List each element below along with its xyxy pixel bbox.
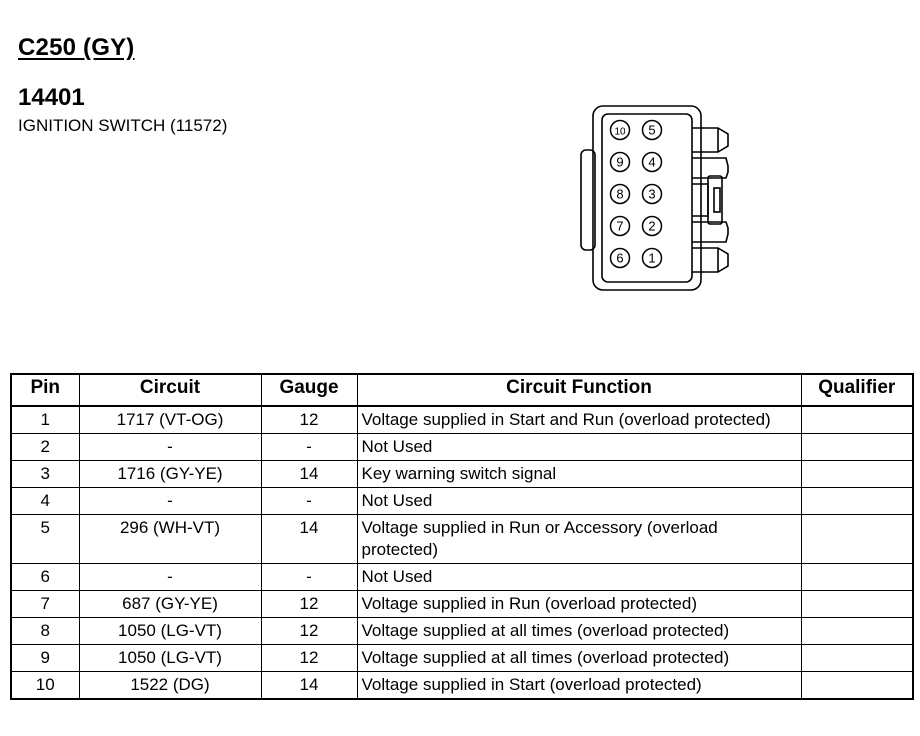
connector-pin-9 bbox=[611, 153, 630, 172]
table-row bbox=[11, 618, 913, 645]
table-row bbox=[11, 591, 913, 618]
pin-cell: 10 bbox=[11, 672, 79, 700]
circuit-cell: - bbox=[79, 564, 261, 591]
table-row bbox=[11, 406, 913, 434]
connector-pin-4 bbox=[643, 153, 662, 172]
connector-pin-label: 7 bbox=[616, 218, 624, 234]
gauge-cell: 14 bbox=[261, 515, 357, 564]
header-circuit: Circuit bbox=[79, 374, 261, 406]
qualifier-cell bbox=[801, 564, 913, 591]
circuit-cell: 1717 (VT-OG) bbox=[79, 406, 261, 434]
circuit-cell: - bbox=[79, 434, 261, 461]
connector-pin-label: 3 bbox=[648, 186, 656, 202]
circuit-cell: 1716 (GY-YE) bbox=[79, 461, 261, 488]
connector-pin-label: 9 bbox=[616, 154, 624, 170]
function-cell: Not Used bbox=[357, 434, 801, 461]
table-row bbox=[11, 564, 913, 591]
pin-cell: 8 bbox=[11, 618, 79, 645]
pin-cell: 4 bbox=[11, 488, 79, 515]
qualifier-cell bbox=[801, 488, 913, 515]
gauge-cell: 12 bbox=[261, 591, 357, 618]
pin-cell: 1 bbox=[11, 406, 79, 434]
table-row bbox=[11, 434, 913, 461]
connector-pin-label: 10 bbox=[614, 126, 626, 138]
function-cell: Voltage supplied in Run or Accessory (overload protected) bbox=[357, 515, 801, 564]
connector-pin-2 bbox=[643, 217, 662, 236]
qualifier-cell bbox=[801, 461, 913, 488]
circuit-cell: 1050 (LG-VT) bbox=[79, 645, 261, 672]
qualifier-cell bbox=[801, 591, 913, 618]
gauge-cell: - bbox=[261, 564, 357, 591]
table-header-row bbox=[11, 374, 913, 406]
header-pin: Pin bbox=[11, 374, 79, 406]
function-cell: Key warning switch signal bbox=[357, 461, 801, 488]
function-cell: Voltage supplied in Start (overload protected) bbox=[357, 672, 801, 700]
gauge-cell: - bbox=[261, 488, 357, 515]
qualifier-cell bbox=[801, 618, 913, 645]
header-gauge: Gauge bbox=[261, 374, 357, 406]
connector-pin-label: 2 bbox=[648, 218, 656, 234]
circuit-cell: 1522 (DG) bbox=[79, 672, 261, 700]
qualifier-cell bbox=[801, 406, 913, 434]
function-cell: Voltage supplied at all times (overload protected) bbox=[357, 645, 801, 672]
gauge-cell: 12 bbox=[261, 618, 357, 645]
circuit-cell: - bbox=[79, 488, 261, 515]
connector-pin-7 bbox=[611, 217, 630, 236]
component-name: IGNITION SWITCH (11572) bbox=[18, 116, 228, 135]
gauge-cell: 12 bbox=[261, 406, 357, 434]
function-cell: Voltage supplied in Start and Run (overload protected) bbox=[357, 406, 801, 434]
connector-pin-3 bbox=[643, 185, 662, 204]
connector-face-icon bbox=[578, 100, 748, 305]
connector-pin-label: 1 bbox=[648, 250, 656, 266]
connector-pin-label: 4 bbox=[648, 154, 656, 170]
function-cell: Voltage supplied in Run (overload protected) bbox=[357, 591, 801, 618]
connector-pin-1 bbox=[643, 249, 662, 268]
gauge-cell: - bbox=[261, 434, 357, 461]
gauge-cell: 14 bbox=[261, 672, 357, 700]
header-circuit-function: Circuit Function bbox=[357, 374, 801, 406]
qualifier-cell bbox=[801, 515, 913, 564]
pinout-table bbox=[10, 373, 914, 700]
connector-pin-6 bbox=[611, 249, 630, 268]
qualifier-cell bbox=[801, 672, 913, 700]
header-qualifier: Qualifier bbox=[801, 374, 913, 406]
part-number: 14401 bbox=[18, 84, 85, 111]
table-row bbox=[11, 488, 913, 515]
circuit-cell: 1050 (LG-VT) bbox=[79, 618, 261, 645]
connector-pin-label: 5 bbox=[648, 122, 656, 138]
qualifier-cell bbox=[801, 645, 913, 672]
table-row bbox=[11, 515, 913, 564]
table-row bbox=[11, 461, 913, 488]
connector-pin-label: 6 bbox=[616, 250, 624, 266]
connector-pin-8 bbox=[611, 185, 630, 204]
pin-cell: 6 bbox=[11, 564, 79, 591]
function-cell: Not Used bbox=[357, 488, 801, 515]
qualifier-cell bbox=[801, 434, 913, 461]
table-row bbox=[11, 645, 913, 672]
connector-title: C250 (GY) bbox=[18, 34, 135, 61]
circuit-cell: 687 (GY-YE) bbox=[79, 591, 261, 618]
gauge-cell: 12 bbox=[261, 645, 357, 672]
connector-pin-10 bbox=[611, 121, 630, 140]
function-cell: Voltage supplied at all times (overload protected) bbox=[357, 618, 801, 645]
gauge-cell: 14 bbox=[261, 461, 357, 488]
table-row bbox=[11, 672, 913, 700]
pin-cell: 7 bbox=[11, 591, 79, 618]
pin-cell: 2 bbox=[11, 434, 79, 461]
pin-cell: 5 bbox=[11, 515, 79, 564]
function-cell: Not Used bbox=[357, 564, 801, 591]
connector-pin-label: 8 bbox=[616, 186, 624, 202]
pin-cell: 9 bbox=[11, 645, 79, 672]
circuit-cell: 296 (WH-VT) bbox=[79, 515, 261, 564]
pin-cell: 3 bbox=[11, 461, 79, 488]
connector-pin-5 bbox=[643, 121, 662, 140]
